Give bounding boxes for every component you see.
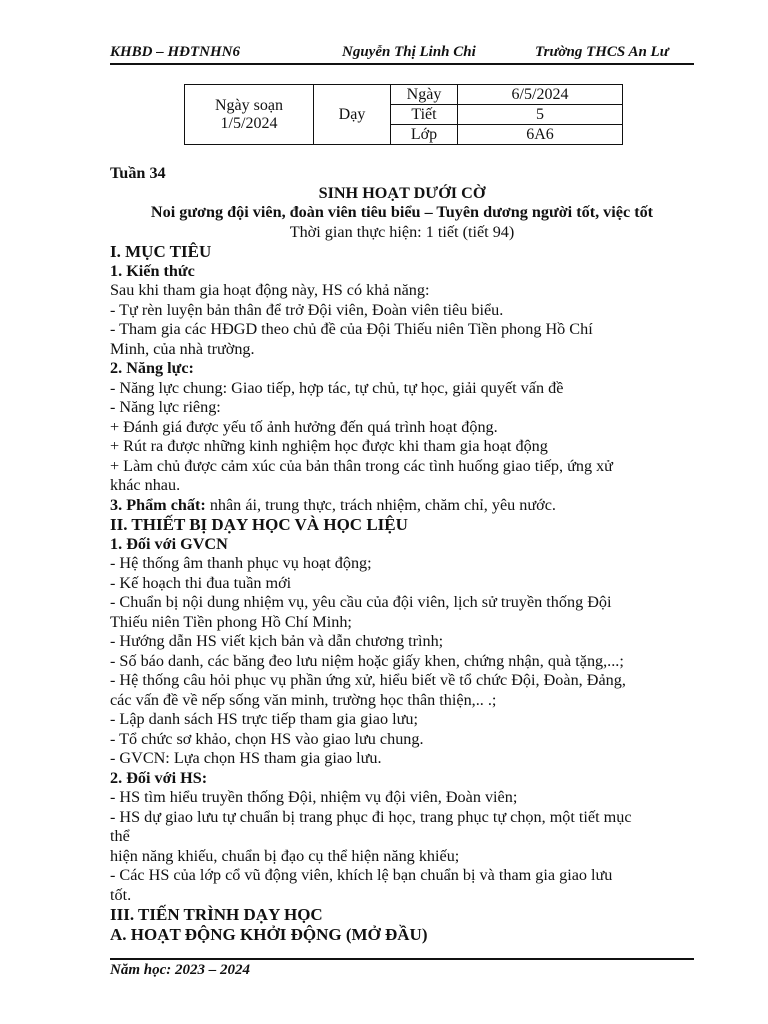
header-teacher-name: Nguyễn Thị Linh Chi bbox=[342, 44, 476, 60]
text-line: tốt. bbox=[110, 885, 132, 904]
header-document-code: KHBD – HĐTNHN6 bbox=[110, 44, 241, 60]
text-line: + Đánh giá được yếu tố ảnh hưởng đến quá trình hoạt động. bbox=[110, 417, 498, 436]
text-line: - HS tìm hiểu truyền thống Đội, nhiệm vụ đội viên, Đoàn viên; bbox=[110, 788, 518, 806]
subsection-students: 2. Đối với HS: bbox=[110, 768, 208, 787]
qualities-text: nhân ái, trung thực, trách nhiệm, chăm chỉ, yêu nước. bbox=[205, 495, 556, 514]
text-line: - Hướng dẫn HS viết kịch bản và dẫn chương trình; bbox=[110, 632, 444, 650]
text-line: các vấn đề về nếp sống văn minh, trường học thân thiện,.. .; bbox=[110, 690, 497, 709]
subsection-knowledge: 1. Kiến thức bbox=[110, 261, 195, 280]
text-line: + Làm chủ được cảm xúc của bản thân trong các tình huống giao tiếp, ứng xử bbox=[110, 456, 613, 475]
document-body bbox=[110, 164, 694, 944]
qualities-line bbox=[110, 496, 694, 516]
text-line: - HS dự giao lưu tự chuẩn bị trang phục đi học, trang phục tự chọn, một tiết mục bbox=[110, 807, 632, 826]
row-label-period: Tiết bbox=[391, 105, 458, 125]
text-line: - Kế hoạch thi đua tuần mới bbox=[110, 573, 292, 592]
row-label-date: Ngày bbox=[391, 85, 458, 105]
prep-date-value: 1/5/2024 bbox=[220, 114, 278, 132]
header-rule bbox=[110, 63, 694, 65]
text-line: thể bbox=[110, 827, 130, 845]
text-line: - GVCN: Lựa chọn HS tham gia giao lưu. bbox=[110, 749, 382, 767]
page-header bbox=[110, 44, 694, 64]
section-process: III. TIẾN TRÌNH DẠY HỌC bbox=[110, 905, 323, 924]
schedule-table bbox=[184, 84, 623, 145]
lesson-title: SINH HOẠT DƯỚI CỜ bbox=[318, 183, 486, 202]
week-label: Tuần 34 bbox=[110, 164, 166, 182]
text-line: - Chuẩn bị nội dung nhiệm vụ, yêu cầu của đội viên, lịch sử truyền thống Đội bbox=[110, 593, 612, 611]
prep-date-cell bbox=[185, 85, 314, 145]
teach-label-cell: Dạy bbox=[314, 85, 391, 145]
text-line: + Rút ra được những kinh nghiệm học được khi tham gia hoạt động bbox=[110, 437, 548, 455]
lesson-subtitle: Noi gương đội viên, đoàn viên tiêu biểu – Tuyên dương người tốt, việc tốt bbox=[150, 203, 654, 221]
text-line: Minh, của nhà trường. bbox=[110, 339, 255, 358]
subsection-teacher: 1. Đối với GVCN bbox=[110, 534, 228, 553]
lesson-duration: Thời gian thực hiện: 1 tiết (tiết 94) bbox=[289, 222, 515, 241]
section-objectives: I. MỤC TIÊU bbox=[110, 242, 212, 261]
text-line: - Hệ thống câu hỏi phục vụ phần ứng xử, hiểu biết về tổ chức Đội, Đoàn, Đảng, bbox=[110, 671, 626, 689]
text-line: Thiếu niên Tiền phong Hồ Chí Minh; bbox=[110, 612, 352, 631]
row-value-class: 6A6 bbox=[458, 125, 623, 145]
text-line: hiện năng khiếu, chuẩn bị đạo cụ thể hiện năng khiếu; bbox=[110, 846, 460, 865]
text-line: - Số báo danh, các băng đeo lưu niệm hoặc giấy khen, chứng nhận, quà tặng,...; bbox=[110, 651, 624, 670]
header-school-name: Trường THCS An Lư bbox=[535, 44, 669, 60]
footer-rule bbox=[110, 958, 694, 960]
text-line: - Tổ chức sơ khảo, chọn HS vào giao lưu chung. bbox=[110, 729, 424, 748]
subsection-competence: 2. Năng lực: bbox=[110, 359, 194, 377]
prep-date-label: Ngày soạn bbox=[215, 96, 283, 114]
text-line: - Hệ thống âm thanh phục vụ hoạt động; bbox=[110, 554, 372, 572]
text-line: - Tham gia các HĐGD theo chủ đề của Đội Thiếu niên Tiền phong Hồ Chí bbox=[110, 320, 593, 338]
text-line: - Tự rèn luyện bản thân để trở Đội viên, Đoàn viên tiêu biểu. bbox=[110, 300, 504, 319]
row-value-period: 5 bbox=[458, 105, 623, 125]
text-line: khác nhau. bbox=[110, 476, 181, 494]
text-line: - Lập danh sách HS trực tiếp tham gia giao lưu; bbox=[110, 710, 418, 728]
subsection-warmup: A. HOẠT ĐỘNG KHỞI ĐỘNG (MỞ ĐẦU) bbox=[110, 924, 428, 944]
text-line: - Các HS của lớp cổ vũ động viên, khích lệ bạn chuẩn bị và tham gia giao lưu bbox=[110, 866, 613, 884]
footer-school-year: Năm học: 2023 – 2024 bbox=[110, 962, 250, 978]
text-line: - Năng lực chung: Giao tiếp, hợp tác, tự chủ, tự học, giải quyết vấn đề bbox=[110, 378, 564, 397]
row-value-date: 6/5/2024 bbox=[458, 85, 623, 105]
text-line: - Năng lực riêng: bbox=[110, 398, 221, 416]
row-label-class: Lớp bbox=[391, 125, 458, 145]
section-materials: II. THIẾT BỊ DẠY HỌC VÀ HỌC LIỆU bbox=[110, 515, 408, 534]
text-line: Sau khi tham gia hoạt động này, HS có khả năng: bbox=[110, 281, 430, 299]
subsection-qualities: 3. Phẩm chất: bbox=[110, 495, 206, 514]
